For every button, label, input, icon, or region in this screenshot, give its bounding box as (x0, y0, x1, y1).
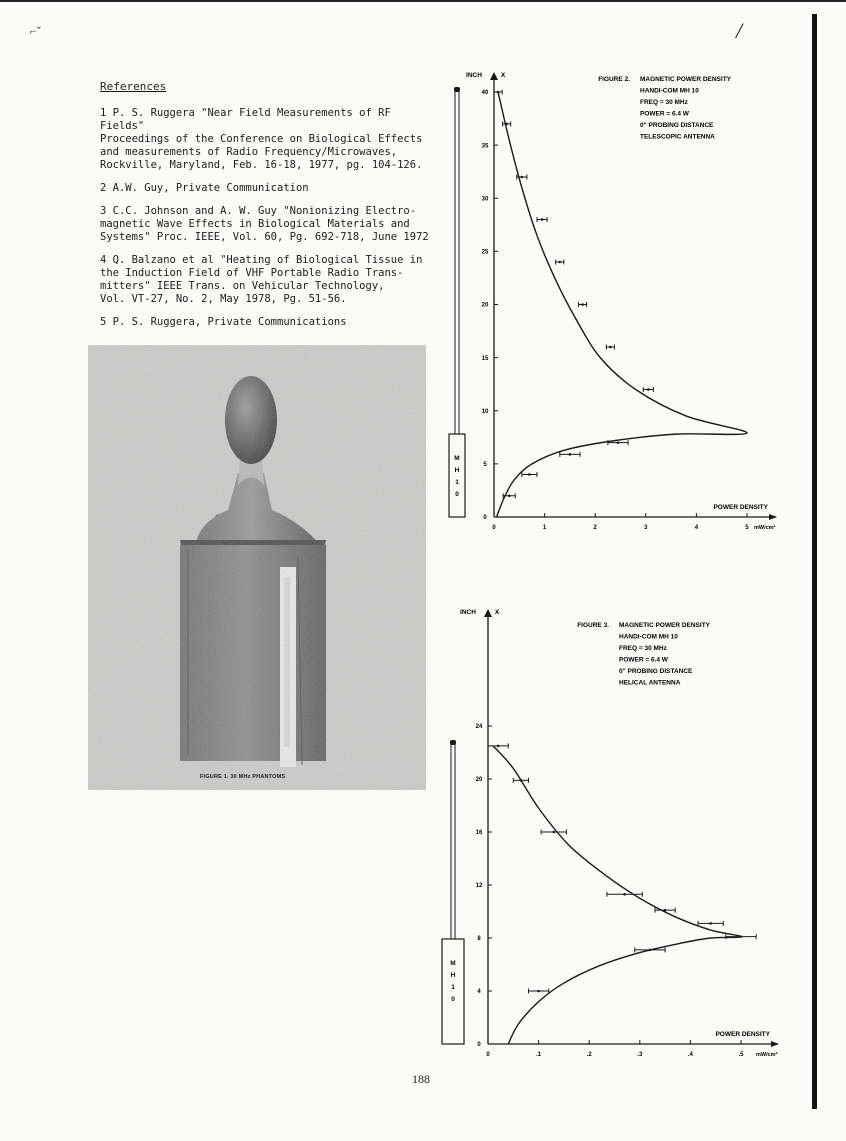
fig3-x-axis-arrow (771, 1041, 779, 1047)
fig3-curve (493, 746, 741, 1044)
fig3-x-tick-label: .4 (687, 1052, 693, 1058)
fig2-x-tick-label: 1 (542, 525, 547, 531)
fig3-y-axis-letter: X (494, 609, 500, 616)
fig2-data-point (521, 176, 524, 179)
fig2-figure-label: FIGURE 2. (598, 76, 630, 83)
fig3-data-point (740, 935, 743, 938)
fig3-legend-line: HELICAL ANTENNA (619, 679, 681, 687)
fig2-data-point (609, 346, 612, 349)
fig3-legend-line: HANDI-COM MH 10 (619, 633, 678, 641)
fig3-x-tick-label: .3 (637, 1052, 643, 1058)
fig2-device-letter: H (454, 467, 460, 474)
fig3-data-point (664, 909, 667, 912)
fig2-legend-line: 0" PROBING DISTANCE (640, 122, 714, 129)
fig3-y-tick-label: 4 (477, 989, 481, 996)
fig3-device-letter: 0 (451, 996, 455, 1003)
references-section (100, 80, 440, 339)
fig3-legend-line: MAGNETIC POWER DENSITY (619, 622, 711, 629)
fig2-x-axis-label: POWER DENSITY (713, 504, 768, 511)
reference-item-2: 2 A.W. Guy, Private Communication (100, 182, 309, 194)
fig3-x-tick-label: .2 (586, 1052, 592, 1058)
references-heading: References (100, 80, 167, 93)
fig3-x-axis-label: POWER DENSITY (715, 1031, 770, 1038)
fig2-x-tick-label: 5 (745, 525, 749, 531)
fig2-data-point (541, 218, 544, 221)
fig2-y-tick-label: 10 (481, 408, 489, 415)
fig2-x-tick-label: 0 (492, 525, 496, 531)
fig3-data-point (537, 990, 540, 993)
fig3-legend-line: POWER = 6.4 W (619, 656, 668, 664)
fig3-y-tick-label: 20 (475, 777, 483, 784)
fig3-y-axis-arrow (484, 609, 492, 617)
fig3-y-tick-label: 12 (475, 883, 483, 890)
fig2-y-tick-label: 20 (481, 302, 489, 309)
figure3-chart (430, 598, 820, 1068)
fig2-legend-line: HANDI-COM MH 10 (640, 87, 699, 95)
fig3-radio-body (442, 939, 464, 1044)
fig3-y-tick-label: 0 (477, 1042, 481, 1049)
fig3-y-tick-label: 24 (475, 724, 483, 731)
fig2-device-letter: 1 (455, 479, 459, 486)
fig2-data-point (617, 441, 620, 444)
figure1-caption: FIGURE 1. 30 MHz PHANTOMS (200, 774, 286, 780)
fig2-y-tick-label: 30 (481, 196, 489, 203)
fig3-y-axis-label: INCH (460, 609, 476, 616)
fig3-data-point (709, 922, 712, 925)
fig2-x-axis-arrow (769, 514, 777, 520)
fig2-x-tick-label: 4 (694, 525, 699, 531)
fig2-antenna-tip (454, 87, 460, 92)
page-number: 188 (412, 1072, 430, 1086)
fig2-data-point (497, 91, 500, 94)
fig2-data-point (508, 494, 511, 497)
fig3-legend-line: 0" PROBING DISTANCE (619, 668, 693, 675)
fig3-data-point (520, 779, 523, 782)
scan-top-edge (0, 0, 846, 2)
fig2-y-tick-label: 15 (481, 355, 489, 362)
fig3-x-axis-unit: mW/cm² (756, 1052, 778, 1058)
fig3-antenna-tip (450, 740, 456, 745)
fig3-data-point (552, 831, 555, 834)
fig2-y-tick-label: 35 (481, 143, 489, 150)
figure1-phantom-photo (88, 345, 426, 790)
fig2-y-tick-label: 0 (483, 515, 487, 522)
fig2-data-point (581, 303, 584, 306)
fig3-y-tick-label: 16 (475, 830, 483, 837)
fig2-y-tick-label: 25 (481, 249, 489, 256)
fig3-device-letter: 1 (451, 984, 455, 991)
fig3-data-point (623, 893, 626, 896)
fig3-device-letter: H (450, 972, 456, 979)
fig2-y-axis-letter: X (500, 72, 506, 79)
reference-item-5: 5 P. S. Ruggera, Private Communications (100, 316, 347, 328)
scan-smudge-mark: ⌐ˇ (30, 24, 41, 38)
scan-stroke-mark: / (736, 18, 743, 43)
fig3-x-tick-label: .1 (536, 1052, 542, 1058)
reference-item-3: 3 C.C. Johnson and A. W. Guy "Nonionizing Electro- magnetic Wave Effects in Biological Materials and Systems" Proc. IEEE, Vol. 60, Pg. 692-718, June 1972 (100, 205, 429, 243)
fig2-data-point (558, 261, 561, 264)
fig3-x-tick-label: .5 (738, 1052, 744, 1058)
fig2-y-tick-label: 40 (481, 90, 489, 97)
fig2-device-letter: 0 (455, 491, 459, 498)
fig3-x-tick-label: 0 (486, 1052, 490, 1058)
fig2-x-axis-unit: mW/cm² (754, 525, 776, 531)
fig2-legend-line: MAGNETIC POWER DENSITY (640, 76, 732, 83)
reference-item-1: 1 P. S. Ruggera "Near Field Measurements of RF Fields" Proceedings of the Conference on Biological Effects and measurements of Radio Frequency/Microwaves, Rockville, Maryland, Feb. 16-18, 1977, pg. 104-126. (100, 107, 423, 171)
fig2-legend-line: POWER = 6.4 W (640, 110, 689, 118)
fig2-x-tick-label: 3 (644, 525, 648, 531)
fig3-data-point (649, 949, 652, 952)
fig2-device-letter: M (454, 455, 460, 462)
fig2-data-point (505, 123, 508, 126)
fig2-y-axis-arrow (490, 72, 498, 80)
reference-item-4: 4 Q. Balzano et al "Heating of Biological Tissue in the Induction Field of VHF Portable Radio Trans- mitters" IEEE Trans. on Vehicular Technology, Vol. VT-27, No. 2, May 1978, Pg. 51-56. (100, 254, 423, 305)
fig2-legend-line: TELESCOPIC ANTENNA (640, 133, 715, 141)
fig2-data-point (528, 473, 531, 476)
fig3-legend-line: FREQ = 30 MHz (619, 645, 667, 652)
figure2-chart (440, 62, 820, 552)
fig2-x-tick-label: 2 (593, 525, 597, 531)
fig3-device-letter: M (450, 960, 456, 967)
fig3-data-point (497, 745, 500, 748)
fig2-y-axis-label: INCH (466, 72, 482, 79)
fig2-data-point (569, 453, 572, 456)
fig2-data-point (647, 388, 650, 391)
fig3-figure-label: FIGURE 3. (577, 622, 609, 629)
fig2-curve (497, 92, 748, 517)
fig3-y-tick-label: 8 (477, 936, 481, 943)
fig2-y-tick-label: 5 (483, 462, 487, 469)
fig2-radio-body (449, 434, 465, 517)
fig2-legend-line: FREQ = 30 MHz (640, 99, 688, 106)
